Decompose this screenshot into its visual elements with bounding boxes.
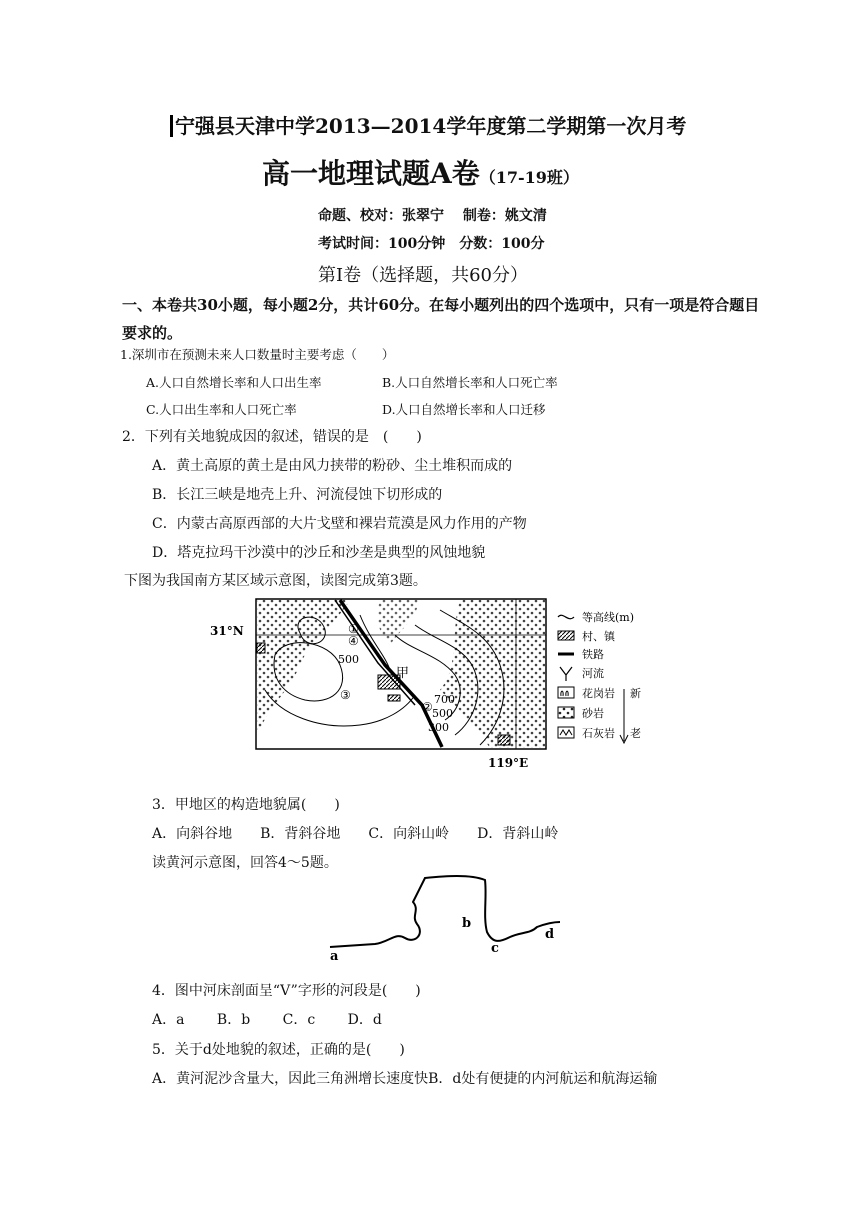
authors-line: 命题、校对：张翠宁 制卷：姚文清: [318, 208, 547, 224]
q2-option-a: A．黄土高原的黄土是由风力挟带的粉砂、尘土堆积而成的: [152, 458, 513, 474]
village-marker: [388, 695, 400, 701]
q1-stem: 1.深圳市在预测未来人口数量时主要考虑（ ）: [120, 347, 395, 362]
legend-sandstone: 砂岩: [582, 707, 604, 720]
contour-label: 700: [434, 693, 455, 706]
legend-railway: 铁路: [582, 648, 604, 661]
river-label-d: d: [545, 927, 555, 942]
q1-option-b: B.人口自然增长率和人口死亡率: [382, 375, 558, 390]
q5-stem: 5．关于d处地貌的叙述，正确的是( ): [152, 1042, 405, 1058]
section-title: 第Ⅰ卷（选择题，共60分）: [318, 265, 529, 286]
village-marker: [257, 643, 265, 653]
point-4-label: ④: [348, 634, 359, 648]
paper-title: 高一地理试题A卷（17-19班）: [262, 157, 579, 190]
q4-options: A．a B．b C．c D．d: [152, 1012, 382, 1028]
q2-stem: 2．下列有关地貌成因的叙述，错误的是 ( ): [122, 429, 422, 445]
yellow-river-diagram: [325, 872, 575, 962]
legend-limestone: 石灰岩: [582, 727, 615, 740]
q1-option-c: C.人口出生率和人口死亡率: [146, 402, 297, 417]
river-label-b: b: [462, 916, 472, 931]
q2-option-b: B．长江三峡是地壳上升、河流侵蚀下切形成的: [152, 487, 443, 503]
geology-map-figure: [210, 595, 650, 775]
contour-label: 300: [428, 721, 449, 734]
q2-option-c: C．内蒙古高原西部的大片戈壁和裸岩荒漠是风力作用的产物: [152, 516, 527, 532]
place-label-jia: 甲: [396, 666, 410, 681]
river-label-c: c: [491, 941, 499, 956]
point-3-label: ③: [340, 688, 351, 702]
legend-contour: 等高线(m): [582, 611, 635, 624]
river-course: [330, 876, 560, 947]
q1-option-a: A.人口自然增长率和人口出生率: [146, 375, 322, 390]
legend-old: 老: [630, 727, 641, 740]
river-intro: 读黄河示意图，回答4～5题。: [152, 855, 338, 871]
legend-village: 村、镇: [582, 630, 615, 643]
q1-option-d: D.人口自然增长率和人口迁移: [382, 402, 546, 417]
legend-new: 新: [630, 687, 641, 700]
village-marker: [498, 735, 510, 745]
longitude-label: 119°E: [488, 756, 529, 770]
point-1-label: ①: [348, 622, 359, 636]
river-label-a: a: [330, 949, 339, 962]
contour-label: 500: [338, 653, 359, 666]
latitude-label: 31°N: [210, 624, 244, 638]
instructions: 一、本卷共30小题，每小题2分，共计60分。在每小题列出的四个选项中，只有一项是符合题目要求的。: [122, 296, 760, 342]
map-legend: [558, 610, 641, 743]
contour-label: 500: [432, 707, 453, 720]
paper-class: （17-19班）: [479, 168, 579, 187]
q3-options: A．向斜谷地 B．背斜谷地 C．向斜山岭 D．背斜山岭: [152, 826, 559, 842]
map-intro: 下图为我国南方某区域示意图，读图完成第3题。: [124, 573, 427, 589]
point-2-label: ②: [422, 700, 433, 714]
q2-option-d: D．塔克拉玛干沙漠中的沙丘和沙垄是典型的风蚀地貌: [152, 545, 486, 561]
q5-option-line: A．黄河泥沙含量大，因此三角洲增长速度快B．d处有便捷的内河航运和航海运输: [152, 1071, 658, 1087]
school-title: 宁强县天津中学2013—2014学年度第二学期第一次月考: [170, 110, 686, 139]
legend-granite: 花岗岩: [582, 687, 615, 700]
legend-river: 河流: [582, 667, 604, 680]
q3-stem: 3．甲地区的构造地貌属( ): [152, 797, 340, 813]
q4-stem: 4．图中河床剖面呈“V”字形的河段是( ): [152, 983, 421, 999]
exam-info: 考试时间：100分钟 分数：100分: [318, 236, 545, 252]
